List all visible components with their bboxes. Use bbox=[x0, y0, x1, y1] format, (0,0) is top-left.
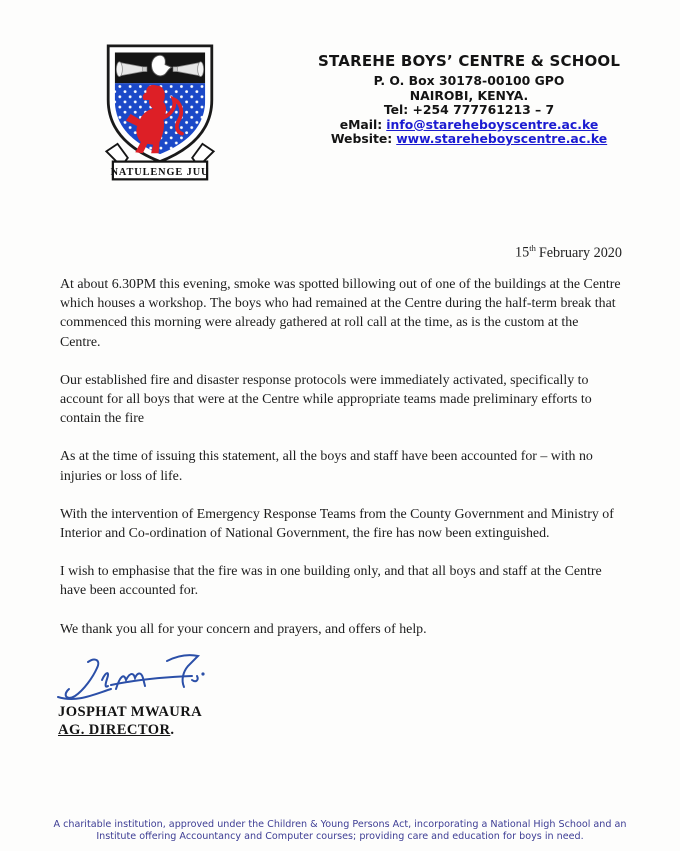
paragraph-5: I wish to emphasise that the fire was in one building only, and that all boys and staff at the Centre have been accounted for. bbox=[60, 564, 602, 599]
signoff-block bbox=[58, 703, 202, 739]
website-line bbox=[318, 132, 620, 147]
date-ordinal: th bbox=[529, 243, 536, 253]
footer-line-1: A charitable institution, approved under the Children & Young Persons Act, incorporating a National High School and an bbox=[53, 819, 627, 830]
address-line-1: P. O. Box 30178-00100 GPO bbox=[373, 73, 565, 88]
email-label: eMail: bbox=[339, 116, 383, 132]
address-line-2: NAIROBI, KENYA. bbox=[409, 87, 529, 103]
website-link[interactable]: www.stareheboyscentre.ac.ke bbox=[396, 131, 608, 147]
footer-line-2: Institute offering Accountancy and Computer courses; providing care and education for boys in need. bbox=[96, 830, 584, 842]
crest-motto: NATULENGE JUU bbox=[110, 167, 210, 179]
signatory-title bbox=[58, 721, 202, 739]
paragraph-1: At about 6.30PM this evening, smoke was spotted billowing out of one of the buildings at the Centre which houses a workshop. The boys who had remained at the Centre during the half-term break that commenced this morning were already gathered at roll call at the time, as is the custom at the Centre. bbox=[60, 277, 621, 350]
signature-image bbox=[54, 649, 216, 707]
website-label: Website: bbox=[330, 131, 393, 147]
signatory-title-text: AG. DIRECTOR bbox=[58, 722, 171, 738]
letter-body bbox=[60, 275, 622, 658]
signatory-name: JOSPHAT MWAURA bbox=[58, 704, 203, 720]
paragraph-4: With the intervention of Emergency Response Teams from the County Government and Ministry of Interior and Co-ordination of National Government, the fire has now been extinguished. bbox=[60, 506, 614, 542]
signatory-title-period: . bbox=[170, 722, 175, 738]
handwritten-signature-icon bbox=[54, 649, 216, 707]
letterhead-text bbox=[318, 52, 620, 147]
paragraph-3: As at the time of issuing this statement, all the boys and staff have been accounted for – with no injuries or loss of life. bbox=[60, 449, 593, 484]
email-link[interactable]: info@stareheboyscentre.ac.ke bbox=[386, 116, 599, 132]
phone-line: Tel: +254 777761213 – 7 bbox=[383, 102, 555, 118]
date-day: 15 bbox=[515, 244, 530, 261]
date-month-year: February 2020 bbox=[538, 244, 622, 261]
paragraph-2: Our established fire and disaster response protocols were immediately activated, specifically to account for all boys that were at the Centre while appropriate teams made preliminary efforts to contain the fire bbox=[60, 372, 592, 427]
email-line bbox=[318, 118, 620, 133]
school-crest-logo bbox=[97, 43, 223, 185]
letter-date bbox=[515, 243, 622, 262]
crest-shield-icon bbox=[97, 43, 223, 185]
footer-note bbox=[0, 819, 680, 843]
paragraph-6: We thank you all for your concern and prayers, and offers of help. bbox=[60, 621, 427, 637]
school-name: STAREHE BOYS’ CENTRE & SCHOOL bbox=[318, 52, 621, 70]
